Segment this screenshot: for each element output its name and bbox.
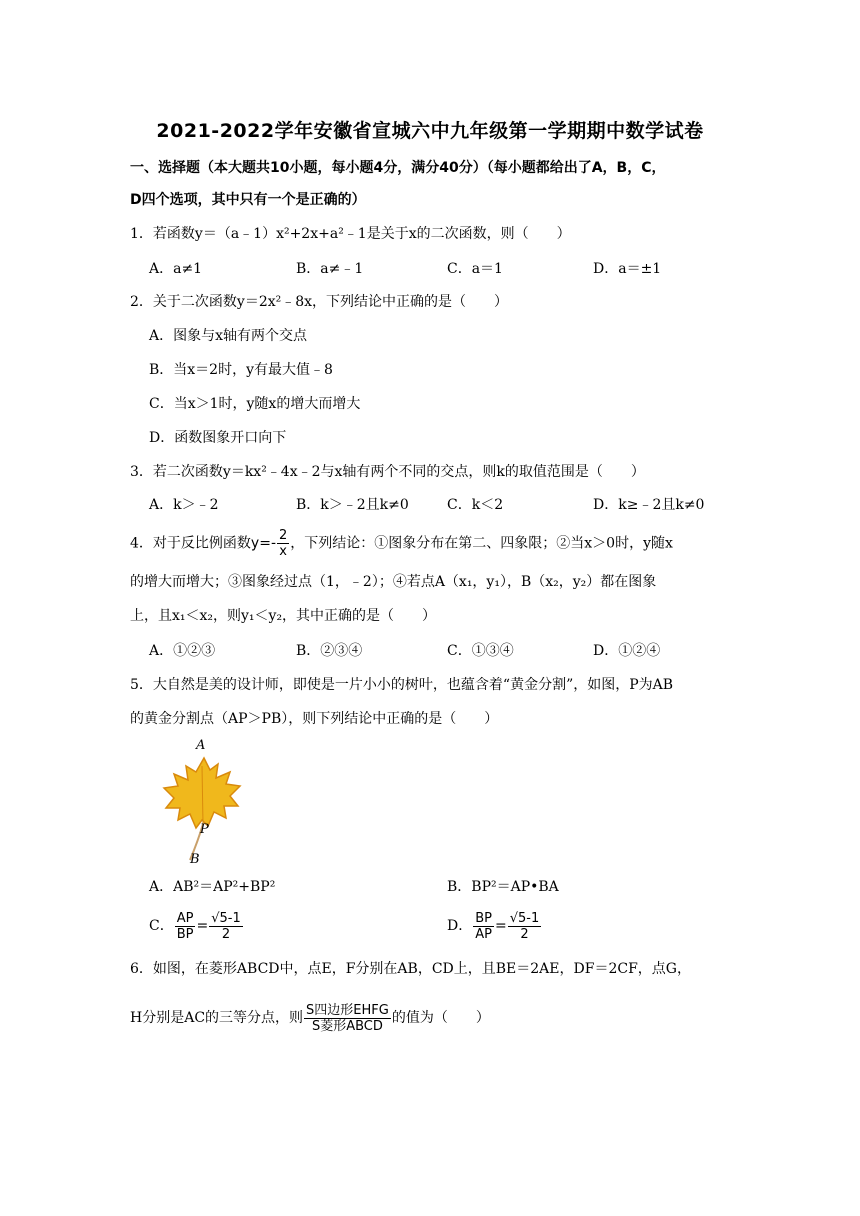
question-5-line1: 5．大自然是美的设计师，即使是一片小小的树叶，也蕴含着“黄金分割”，如图，P为AB — [130, 677, 674, 693]
question-3-option-a: A．k＞﹣2 — [149, 497, 219, 513]
question-6-area-ratio — [304, 1003, 391, 1034]
question-2-option-d: D．函数图象开口向下 — [149, 430, 287, 446]
question-4-function-fraction — [277, 528, 289, 559]
question-2-option-c: C．当x＞1时，y随x的增大而增大 — [149, 396, 361, 412]
fraction-numerator: BP — [475, 910, 492, 926]
question-5-option-c — [149, 906, 244, 946]
fraction-numerator: S四边形EHFG — [306, 1002, 389, 1018]
option-d-ratio — [473, 911, 494, 942]
question-3-option-d: D．k≥﹣2且k≠0 — [593, 497, 705, 513]
fraction-numerator: AP — [176, 910, 194, 926]
option-d-value — [508, 911, 542, 942]
maple-leaf-illustration — [152, 736, 252, 866]
question-4-option-d: D．①②④ — [593, 643, 661, 659]
question-4-line3: 上，且x₁＜x₂，则y₁＜y₂，其中正确的是（ ） — [130, 608, 437, 624]
question-4-stem-pre: 4．对于反比例函数 — [130, 535, 251, 552]
question-5-option-a: A．AB²＝AP²+BP² — [149, 879, 276, 895]
question-2-stem: 2．关于二次函数y＝2x²﹣8x，下列结论中正确的是（ ） — [130, 294, 509, 310]
question-3-stem: 3．若二次函数y＝kx²﹣4x﹣2与x轴有两个不同的交点，则k的取值范围是（ ） — [130, 464, 645, 480]
question-6-line1: 6．如图，在菱形ABCD中，点E，F分别在AB，CD上，且BE＝2AE，DF＝2CF，点G， — [130, 961, 691, 977]
equals-sign: = — [196, 918, 209, 934]
question-4-option-b: B．②③④ — [296, 643, 363, 659]
fraction-numerator: √5-1 — [509, 910, 540, 926]
fraction-denominator: 2 — [520, 926, 529, 942]
equals-sign: = — [495, 918, 507, 934]
fraction-denominator: S菱形ABCD — [311, 1018, 383, 1034]
question-4-line2: 的增大而增大；③图象经过点（1，﹣2）；④若点A（x₁，y₁），B（x₂，y₂）都在图象 — [130, 574, 657, 590]
question-5-line2: 的黄金分割点（AP＞PB），则下列结论中正确的是（ ） — [130, 711, 499, 727]
point-b-label: B — [190, 852, 200, 867]
question-1-option-c: C．a＝1 — [447, 261, 503, 277]
question-1-option-a: A．a≠1 — [149, 261, 203, 277]
maple-leaf-figure — [152, 736, 252, 866]
point-p-label: P — [200, 822, 209, 837]
question-1-option-b: B．a≠﹣1 — [296, 261, 364, 277]
fraction-denominator: x — [279, 544, 287, 559]
question-4-stem-post: ，下列结论：①图象分布在第二、四象限；②当x＞0时，y随x — [290, 535, 673, 552]
fraction-denominator: BP — [176, 926, 194, 942]
page-title: 2021-2022学年安徽省宣城六中九年级第一学期期中数学试卷 — [156, 120, 704, 142]
section-heading-line1: 一、选择题（本大题共10小题，每小题4分，满分40分）（每小题都给出了A，B，C， — [130, 160, 666, 176]
fraction-denominator: 2 — [221, 926, 231, 942]
fraction-numerator: 2 — [279, 528, 288, 543]
question-4-function-lhs: y=- — [250, 535, 276, 552]
section-heading-line2: D四个选项，其中只有一个是正确的） — [130, 192, 366, 208]
fraction-denominator: AP — [475, 926, 492, 942]
option-d-prefix: D． — [447, 918, 473, 934]
question-4-stem — [130, 528, 673, 559]
question-3-option-b: B．k＞﹣2且k≠0 — [296, 497, 409, 513]
question-6-line2-pre: H分别是AC的三等分点，则 — [130, 1010, 304, 1026]
question-5-option-b: B．BP²＝AP•BA — [447, 879, 559, 895]
option-c-prefix: C． — [149, 918, 174, 934]
question-4-option-c: C．①③④ — [447, 643, 514, 659]
fraction-numerator: √5-1 — [211, 910, 241, 926]
option-c-ratio — [175, 911, 196, 942]
question-1-option-d: D．a＝±1 — [593, 261, 662, 277]
question-4-option-a: A．①②③ — [149, 643, 216, 659]
point-a-label: A — [196, 738, 206, 753]
option-c-value — [209, 911, 243, 942]
question-2-option-b: B．当x＝2时，y有最大值﹣8 — [149, 362, 333, 378]
question-3-option-c: C．k＜2 — [447, 497, 504, 513]
question-2-option-a: A．图象与x轴有两个交点 — [149, 328, 308, 344]
question-5-option-d — [447, 906, 542, 946]
question-1-stem: 1．若函数y＝（a﹣1）x²+2x+a²﹣1是关于x的二次函数，则（ ） — [130, 226, 571, 242]
question-6-line2 — [130, 996, 490, 1040]
question-6-line2-post: 的值为（ ） — [391, 1010, 490, 1026]
